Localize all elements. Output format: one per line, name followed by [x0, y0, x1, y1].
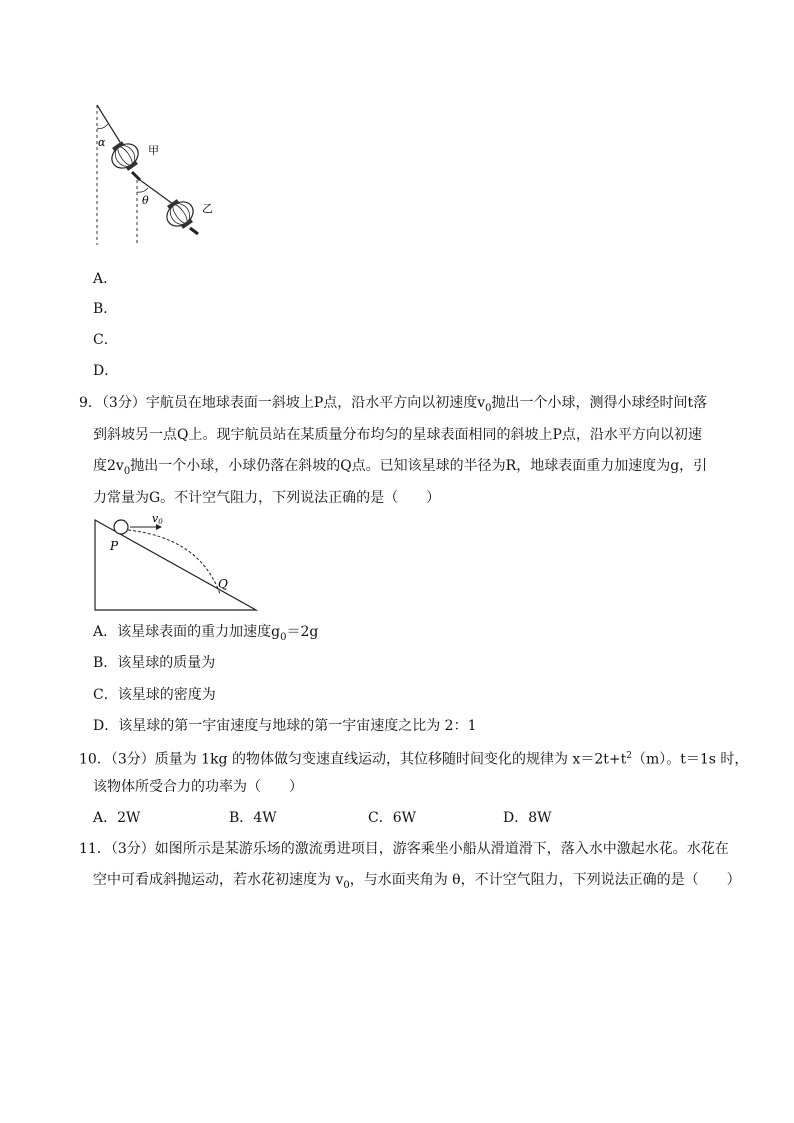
- q9-option-a[interactable]: A．该星球表面的重力加速度$g_0=2g$: [93, 624, 319, 643]
- lantern-figure: [88, 100, 218, 250]
- q10-line-1: 10．（3分）质量为 1kg 的物体做匀变速直线运动，其位移随时间变化的规律为 $x=2t+t^2(m)$。t＝1s 时，: [79, 751, 749, 768]
- q10-option-a[interactable]: A．2W: [93, 810, 141, 826]
- q9-line-3: 度$2v_0$抛出一个小球，小球仍落在斜坡的Q点。已知该星球的半径为R，地球表面重力加速度为g，引: [93, 458, 708, 477]
- q8-option-a[interactable]: A．: [93, 271, 118, 287]
- q9-line-1: 9．（3分）宇航员在地球表面一斜坡上P点，沿水平方向以初速度$v_0$抛出一个小球，测得小球经时间t落: [79, 395, 708, 414]
- point-q-label: Q: [218, 577, 228, 591]
- v0-label: v0: [152, 512, 163, 526]
- q9-line-2: 到斜坡另一点Q上。现宇航员站在某质量分布均匀的星球表面相同的斜坡上P点，沿水平方向以初速: [93, 427, 702, 443]
- q11-line-2: 空中可看成斜抛运动，若水花初速度为 $v_0$，与水面夹角为 θ，不计空气阻力，下列说法正确的是（ ）: [93, 872, 741, 891]
- q8-option-b[interactable]: B．: [93, 301, 118, 317]
- alpha-label: α: [98, 136, 106, 149]
- q11-line-1: 11．（3分）如图所示是某游乐场的激流勇进项目，游客乘坐小船从滑道滑下，落入水中激起水花。水花在: [79, 841, 729, 857]
- q9-line-4: 力常量为G。不计空气阻力，下列说法正确的是（ ）: [93, 490, 441, 506]
- q9-option-c[interactable]: C．该星球的密度为: [93, 687, 216, 703]
- q8-option-c[interactable]: C．: [93, 332, 118, 348]
- jia-label: 甲: [148, 144, 159, 157]
- q10-option-d[interactable]: D．8W: [503, 810, 552, 826]
- q9-option-d[interactable]: D．该星球的第一宇宙速度与地球的第一宇宙速度之比为 2：1: [93, 718, 477, 734]
- q10-option-c[interactable]: C．6W: [368, 810, 417, 826]
- yi-label: 乙: [202, 202, 213, 215]
- q8-option-d[interactable]: D．: [93, 363, 119, 379]
- q10-option-b[interactable]: B．4W: [229, 810, 277, 826]
- theta-label: θ: [142, 194, 149, 207]
- incline-figure: [90, 510, 262, 614]
- q9-option-b[interactable]: B．该星球的质量为: [93, 655, 216, 671]
- q10-line-2: 该物体所受合力的功率为（ ）: [93, 779, 303, 795]
- point-p-label: P: [110, 539, 119, 553]
